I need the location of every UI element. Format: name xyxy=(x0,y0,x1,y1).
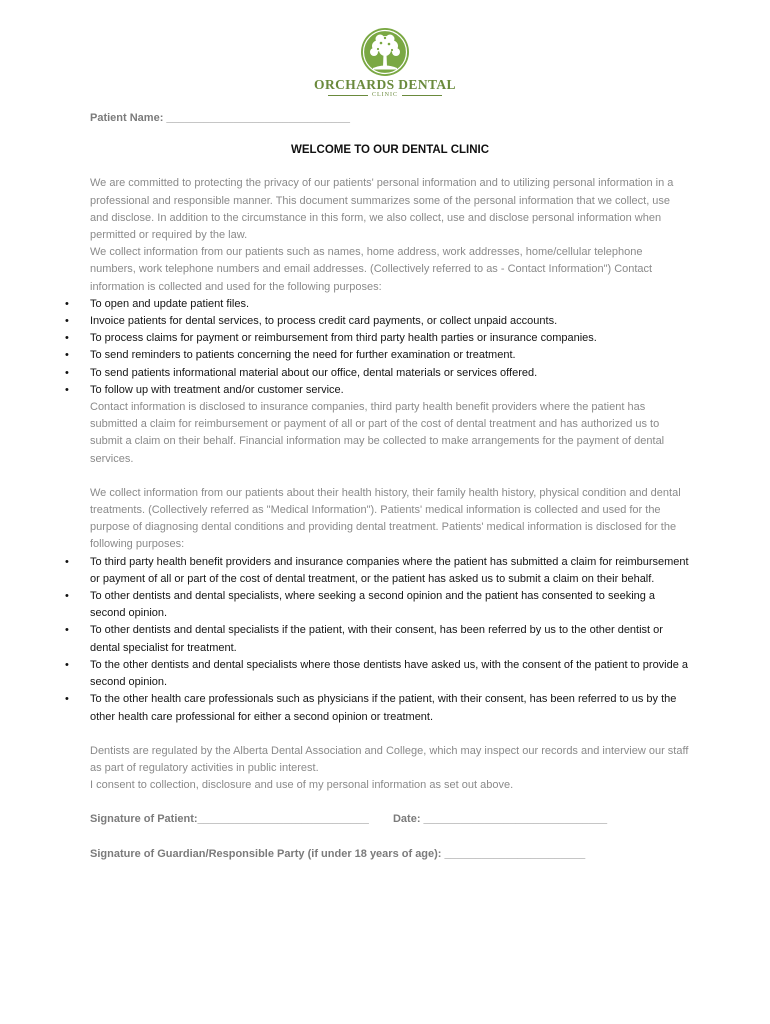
list-item: • To process claims for payment or reimbursement from third party health parties or insurance companies. xyxy=(90,330,690,347)
logo-name: ORCHARDS DENTAL xyxy=(314,77,456,92)
list-item: • To open and update patient files. xyxy=(90,296,690,313)
date-field[interactable]: Date: ______________________________ xyxy=(392,813,608,826)
clinic-logo xyxy=(300,26,470,112)
logo-rule-right xyxy=(402,95,442,96)
medical-purposes-list xyxy=(90,554,690,726)
signature-row xyxy=(90,811,690,828)
intro-paragraph: We are committed to protecting the privacy of our patients' personal information and to utilizing personal information in a professional and responsible manner. This document summarizes some of the personal information that we collect, use and disclose. In addition to the circumstance in this form, we also collect, use and disclose personal information when permitted or required by the law. xyxy=(90,177,674,242)
logo-subtitle: CLINIC xyxy=(372,92,398,98)
contact-intro-paragraph: We collect information from our patients such as names, home address, work addresses, home/cellular telephone numbers, work telephone numbers and email addresses. (Collectively referred to as - Contact Information") Contact information is collected and used for the following purposes: xyxy=(90,246,653,293)
medical-intro-paragraph: We collect information from our patients about their health history, their family health history, physical condition and dental treatments. (Collectively referred as "Medical Information"). Patients' medical information is collected and used for the purpose of diagnosing dental conditions and providing dental treatment. Patients' medical information is disclosed for the following purposes: xyxy=(90,486,681,551)
list-item: • To other dentists and dental specialists, where seeking a second opinion and the patient has consented to seeking a second opinion. xyxy=(90,588,690,622)
list-item: • To other dentists and dental specialists if the patient, with their consent, has been referred by us to the other dentist or dental specialist for treatment. xyxy=(90,622,690,656)
tree-icon xyxy=(359,26,411,78)
document-body xyxy=(90,110,690,863)
list-item: • To follow up with treatment and/or customer service. xyxy=(90,382,690,399)
logo-rule-left xyxy=(328,95,368,96)
list-item: • To send reminders to patients concerning the need for further examination or treatment. xyxy=(90,347,690,364)
page-title: WELCOME TO OUR DENTAL CLINIC xyxy=(290,144,490,157)
consent-statement: I consent to collection, disclosure and use of my personal information as set out above. xyxy=(90,779,514,792)
list-item: • To the other health care professionals such as physicians if the patient, with their consent, has been referred to us by the other health care professional for either a second opinion or treatment. xyxy=(90,691,690,725)
regulation-paragraph: Dentists are regulated by the Alberta Dental Association and College, which may inspect our records and interview our staff as part of regulatory activities in public interest. xyxy=(90,744,689,774)
patient-name-field[interactable]: Patient Name: ______________________________ xyxy=(90,112,350,124)
contact-purposes-list xyxy=(90,296,690,399)
list-item: • Invoice patients for dental services, to process credit card payments, or collect unpaid accounts. xyxy=(90,313,690,330)
guardian-signature-field[interactable]: Signature of Guardian/Responsible Party (if under 18 years of age): _______________________ xyxy=(90,847,586,860)
contact-disclosure-paragraph: Contact information is disclosed to insurance companies, third party health benefit providers where the patient has submitted a claim for reimbursement or payment of all or part of the cost of dental treatment and has authorized us to submit a claim on their behalf. Financial information may be collected to make arrangements for the payment of dental services. xyxy=(90,401,665,465)
list-item: • To send patients informational material about our office, dental materials or services offered. xyxy=(90,365,690,382)
list-item: • To third party health benefit providers and insurance companies where the patient has submitted a claim for reimbursement or payment of all or part of the cost of dental treatment, or the patient has asked us to submit a claim on their behalf. xyxy=(90,554,690,588)
list-item: • To the other dentists and dental specialists where those dentists have asked us, with the consent of the patient to provide a second opinion. xyxy=(90,657,690,691)
patient-signature-field[interactable]: Signature of Patient:____________________________ xyxy=(90,813,369,826)
